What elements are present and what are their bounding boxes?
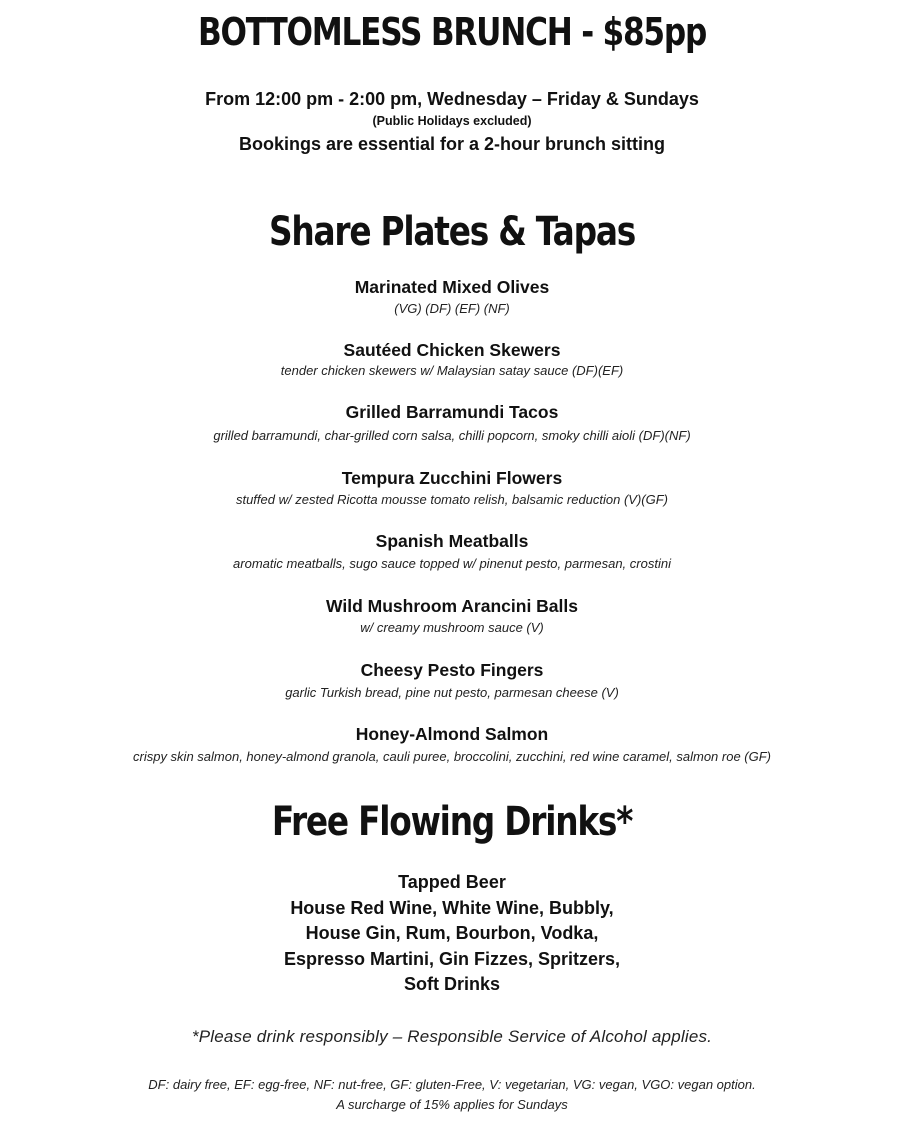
dish-name: Spanish Meatballs: [375, 531, 529, 551]
dish-name: Honey-Almond Salmon: [355, 724, 549, 744]
responsible-drinking-note: *Please drink responsibly – Responsible Service of Alcohol applies.: [191, 1027, 713, 1046]
holidays-note: (Public Holidays excluded): [372, 114, 532, 128]
dish-description: w/ creamy mushroom sauce (V): [360, 620, 544, 635]
dish-description: stuffed w/ zested Ricotta mousse tomato relish, balsamic reduction (V)(GF): [235, 492, 669, 507]
dish-description: crispy skin salmon, honey-almond granola, cauli puree, broccolini, zucchini, red wine caramel, salmon roe (GF): [133, 749, 771, 764]
dish-description: aromatic meatballs, sugo sauce topped w/ pinenut pesto, parmesan, crostini: [233, 556, 671, 571]
dish-description: (VG) (DF) (EF) (NF): [394, 301, 510, 316]
drink-line: Espresso Martini, Gin Fizzes, Spritzers,: [283, 949, 621, 969]
drink-line: Soft Drinks: [403, 974, 500, 994]
dietary-legend: DF: dairy free, EF: egg-free, NF: nut-free, GF: gluten-Free, V: vegetarian, VG: vegan, VGO: vegan option.: [148, 1077, 756, 1092]
dish-description: tender chicken skewers w/ Malaysian satay sauce (DF)(EF): [280, 363, 624, 378]
dish-name: Marinated Mixed Olives: [354, 277, 550, 297]
dish-name: Sautéed Chicken Skewers: [343, 340, 561, 360]
share-plates-heading: Share Plates & Tapas: [268, 209, 636, 255]
dish-name: Tempura Zucchini Flowers: [341, 468, 563, 488]
hours-line: From 12:00 pm - 2:00 pm, Wednesday – Friday & Sundays: [205, 89, 699, 109]
dish-name: Wild Mushroom Arancini Balls: [326, 596, 578, 616]
drink-line: House Gin, Rum, Bourbon, Vodka,: [305, 923, 599, 943]
drink-line: House Red Wine, White Wine, Bubbly,: [290, 898, 614, 918]
dish-name: Grilled Barramundi Tacos: [345, 402, 559, 422]
dish-description: garlic Turkish bread, pine nut pesto, parmesan cheese (V): [285, 685, 619, 700]
menu-title: BOTTOMLESS BRUNCH - $85pp: [197, 10, 707, 54]
dish-name: Cheesy Pesto Fingers: [360, 660, 544, 680]
dish-description: grilled barramundi, char-grilled corn salsa, chilli popcorn, smoky chilli aioli (DF)(NF): [213, 428, 691, 443]
drink-line: Tapped Beer: [398, 872, 506, 892]
drinks-heading: Free Flowing Drinks*: [271, 799, 633, 845]
bookings-note: Bookings are essential for a 2-hour brunch sitting: [238, 134, 666, 154]
sunday-surcharge-note: A surcharge of 15% applies for Sundays: [336, 1097, 568, 1112]
